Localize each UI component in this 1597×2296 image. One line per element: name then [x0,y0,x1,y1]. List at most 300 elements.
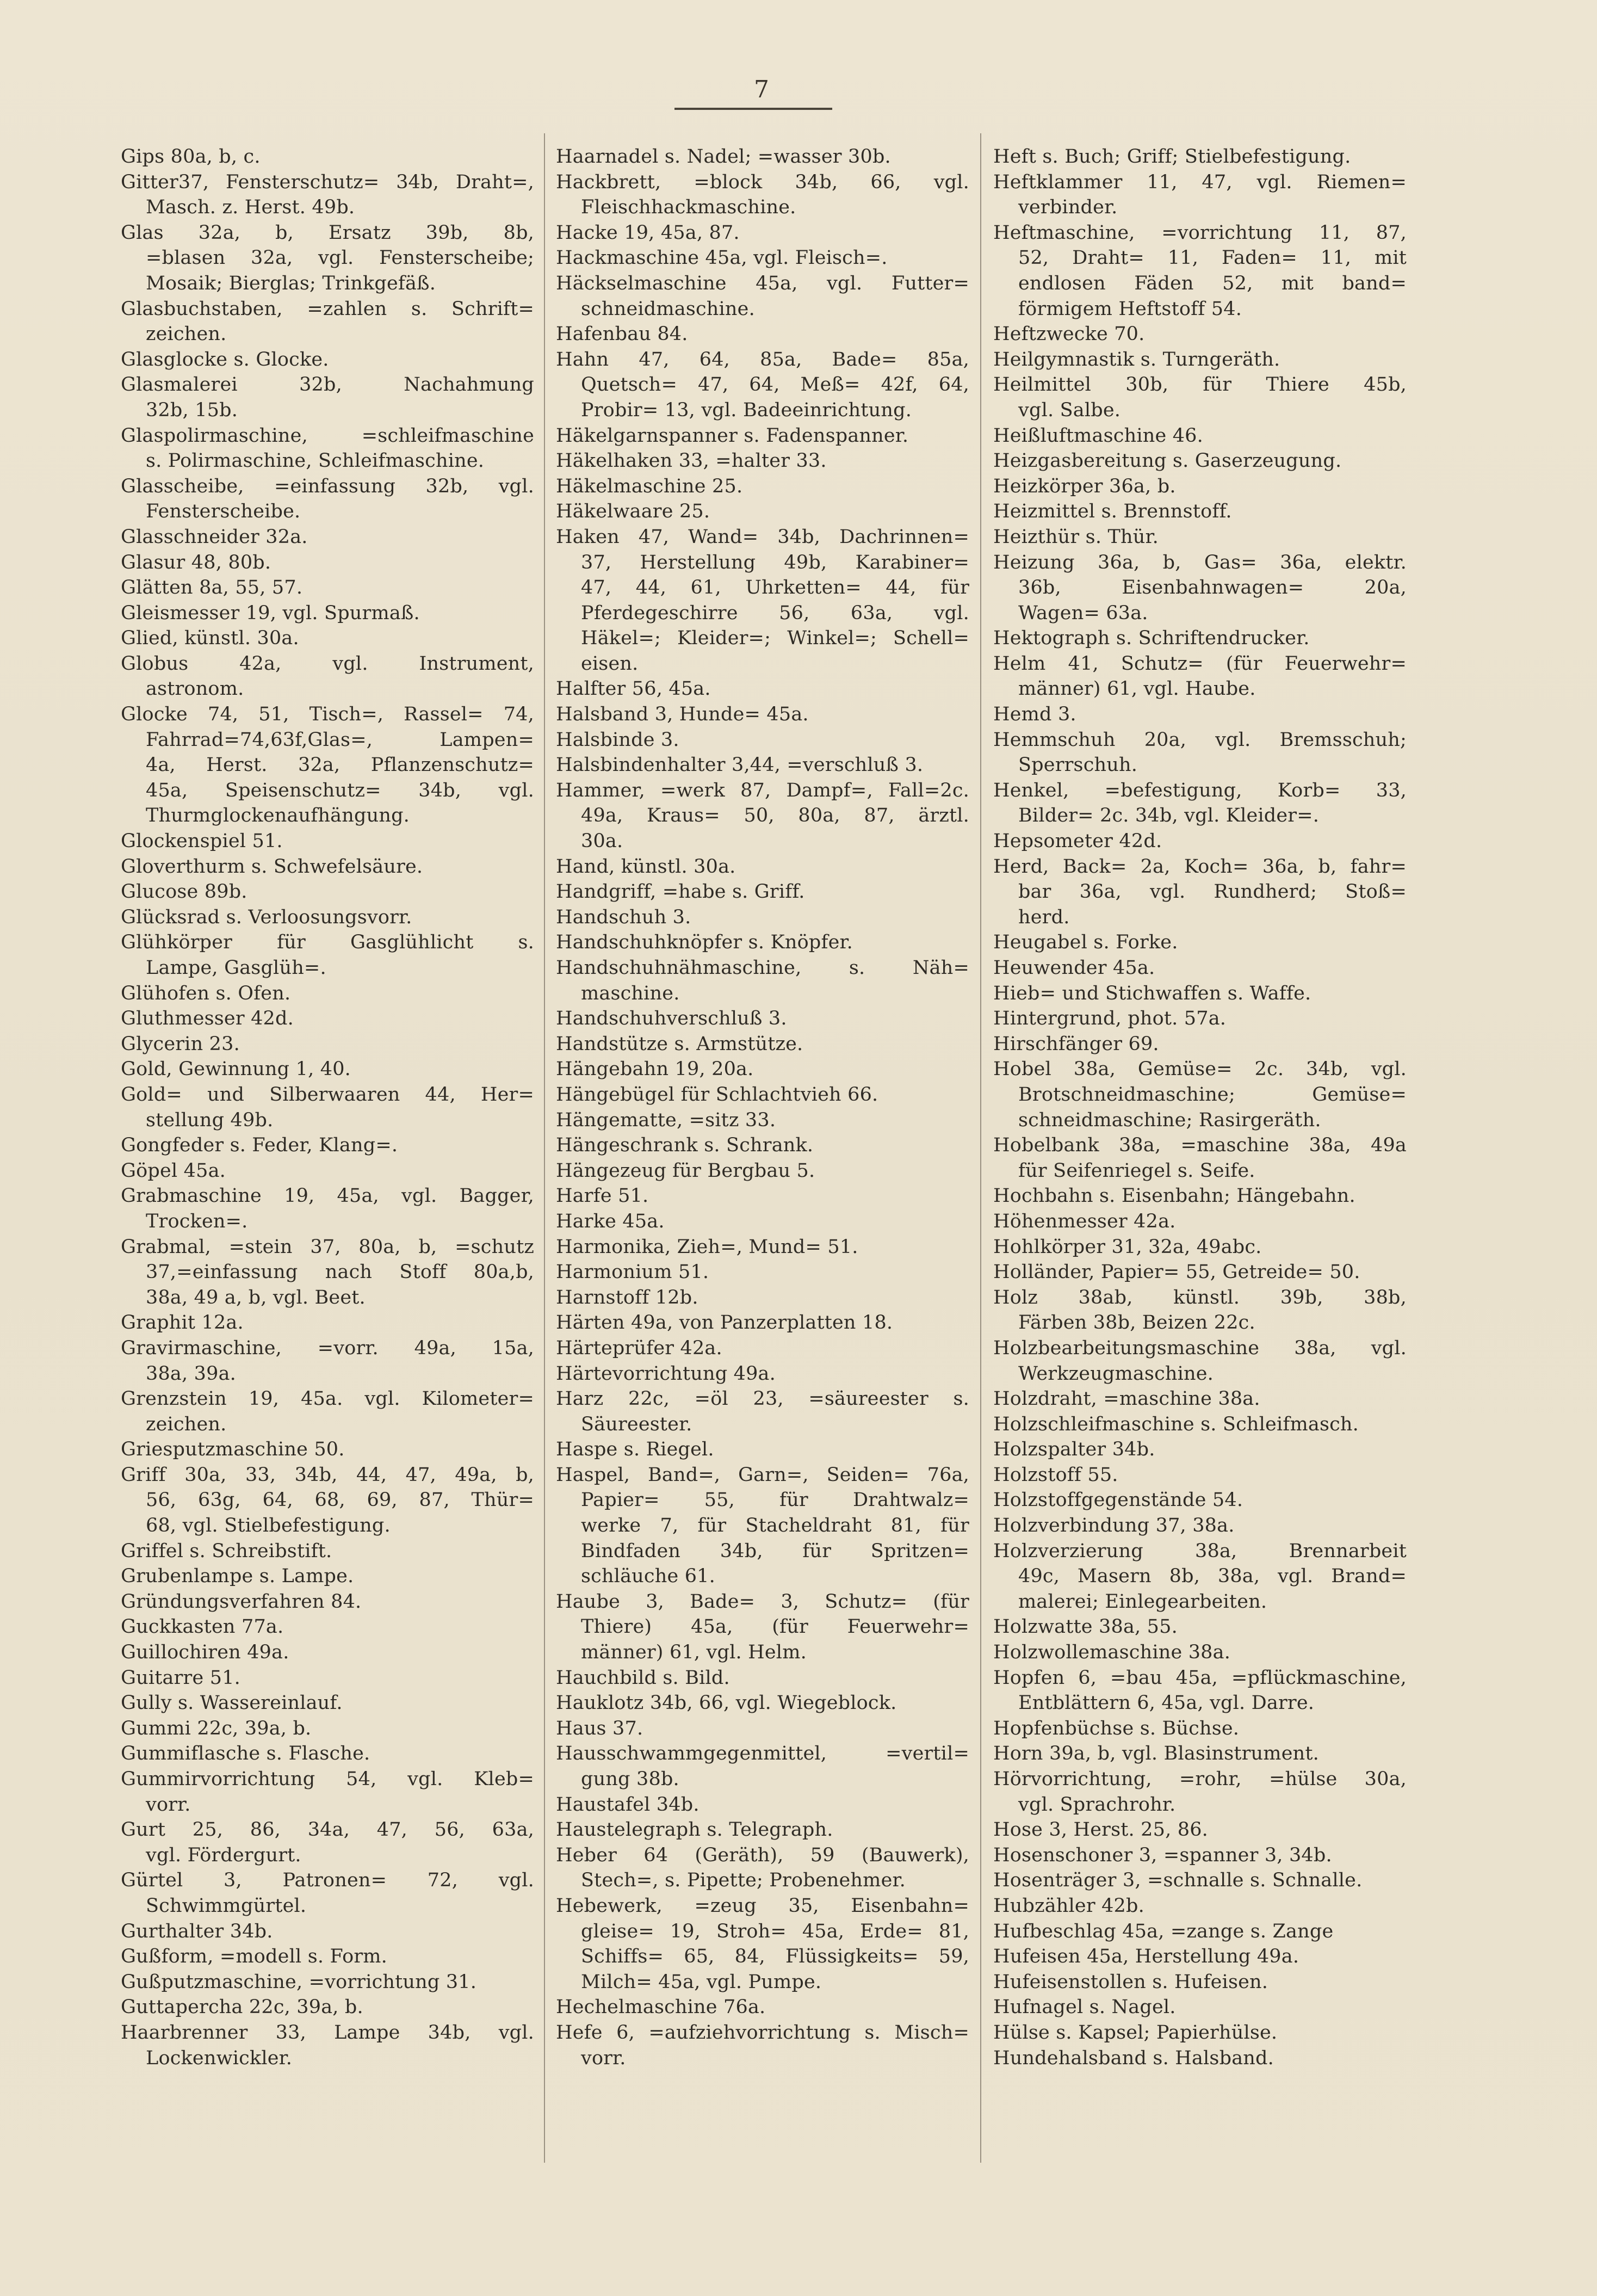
index-entry [993,1539,1407,1615]
entry-headword-line: Harmonika, Zieh=, Mund= 51. [556,1236,858,1258]
index-entry [556,1057,969,1082]
entry-headword-line: Gold, Gewinnung 1, 40. [121,1058,351,1081]
entry-headword-line: Hopfenbüchse s. Büchse. [993,1717,1240,1739]
entry-headword-line: Gußputzmaschine, =vorrichtung 31. [121,1971,477,1993]
index-entry [121,1741,534,1767]
entry-headword-line: Hammer, =werk 87, Dampf=, Fall=2c. [556,779,969,801]
index-entry [993,1336,1407,1386]
index-entry [121,1640,534,1665]
entry-headword-line: Halsbinde 3. [556,729,679,751]
index-entry [556,752,969,778]
entry-continuation-line: herd. [1018,906,1070,928]
index-entry [121,297,534,347]
index-column-3 [993,144,1407,2071]
entry-headword-line: Glocke 74, 51, Tisch=, Rassel= 74, [121,703,534,726]
index-column-2 [556,144,969,2071]
index-entry [993,2046,1407,2071]
entry-headword-line: Haarnadel s. Nadel; =wasser 30b. [556,146,891,168]
entry-headword-line: Harfe 51. [556,1185,649,1207]
entry-headword-line: Heizgasbereitung s. Gaserzeugung. [993,450,1342,472]
index-entry [993,1057,1407,1133]
entry-headword-line: Hieb= und Stichwaffen s. Waffe. [993,982,1311,1004]
entry-headword-line: Gummiflasche s. Flasche. [121,1743,370,1765]
index-entry [121,1690,534,1716]
index-entry [121,423,534,474]
index-entry [121,1716,534,1742]
index-entry [993,854,1407,930]
entry-headword-line: Heißluftmaschine 46. [993,424,1203,447]
entry-headword-line: Hundehalsband s. Halsband. [993,2047,1274,2069]
entry-continuation-line: Masch. z. Herst. 49b. [146,196,355,219]
entry-headword-line: Helm 41, Schutz= (für Feuerwehr= [993,652,1407,675]
index-entry [121,575,534,601]
entry-headword-line: Hackbrett, =block 34b, 66, vgl. [556,171,969,193]
entry-headword-line: Haarbrenner 33, Lampe 34b, vgl. [121,2021,534,2044]
entry-headword-line: Handschuhverschluß 3. [556,1008,787,1030]
index-entry [993,1488,1407,1513]
index-entry [121,1057,534,1082]
entry-headword-line: Haus 37. [556,1717,643,1739]
index-entry [556,1235,969,1260]
index-entry [993,1716,1407,1742]
index-entry [556,854,969,880]
entry-continuation-line: Sperrschuh. [1018,754,1138,776]
entry-headword-line: Heuwender 45a. [993,957,1155,979]
entry-headword-line: Hepsometer 42d. [993,830,1162,853]
index-entry [556,499,969,524]
index-entry [121,1970,534,1995]
entry-headword-line: Holz 38ab, künstl. 39b, 38b, [993,1286,1407,1309]
index-entry [121,1336,534,1386]
index-entry [121,829,534,854]
entry-continuation-line: männer) 61, vgl. Helm. [581,1641,807,1664]
index-entry [556,955,969,1006]
entry-continuation-line: s. Polirmaschine, Schleifmaschine. [146,450,485,472]
entry-headword-line: Holzwatte 38a, 55. [993,1616,1178,1638]
entry-headword-line: Holzstoff 55. [993,1464,1118,1486]
entry-headword-line: Hechelmaschine 76a. [556,1996,766,2019]
entry-headword-line: Glucose 89b. [121,881,247,903]
entry-headword-line: Holzwollemaschine 38a. [993,1641,1231,1664]
entry-continuation-line: Mosaik; Bierglas; Trinkgefäß. [146,272,436,294]
entry-continuation-line: Papier= 55, für Drahtwalz= [581,1489,969,1511]
entry-headword-line: Heugabel s. Forke. [993,931,1178,954]
entry-continuation-line: bar 36a, vgl. Rundherd; Stoß= [1018,881,1407,903]
index-entry [556,1032,969,1057]
index-entry [556,1716,969,1742]
index-entry [993,930,1407,955]
entry-headword-line: Hektograph s. Schriftendrucker. [993,627,1310,650]
index-entry [993,1843,1407,1868]
entry-continuation-line: 30a. [581,830,623,853]
entry-continuation-line: Lampe, Gasglüh=. [146,957,326,979]
entry-headword-line: Holzbearbeitungsmaschine 38a, vgl. [993,1337,1407,1359]
index-entry [993,1970,1407,1995]
entry-headword-line: Hufeisenstollen s. Hufeisen. [993,1971,1268,1993]
entry-headword-line: Guillochiren 49a. [121,1641,289,1664]
index-entry [121,1386,534,1437]
entry-continuation-line: Bilder= 2c. 34b, vgl. Kleider=. [1018,805,1320,827]
index-entry [993,702,1407,727]
index-entry [556,1336,969,1361]
index-entry [121,2020,534,2071]
entry-headword-line: Holzstoffgegenstände 54. [993,1489,1243,1511]
entry-headword-line: Hauchbild s. Bild. [556,1667,730,1689]
entry-headword-line: Häkelmaschine 25. [556,475,743,497]
entry-headword-line: Hülse s. Kapsel; Papierhülse. [993,2021,1278,2044]
index-entry [556,1158,969,1184]
index-entry [121,1995,534,2020]
entry-headword-line: Holländer, Papier= 55, Getreide= 50. [993,1261,1360,1283]
entry-headword-line: Hängebügel für Schlachtvieh 66. [556,1083,878,1106]
entry-headword-line: Graphit 12a. [121,1312,244,1334]
entry-headword-line: Hacke 19, 45a, 87. [556,221,740,244]
index-entry [556,930,969,955]
index-entry [993,829,1407,854]
index-entry [121,220,534,297]
entry-headword-line: Häckselmaschine 45a, vgl. Futter= [556,272,969,294]
entry-continuation-line: vgl. Salbe. [1018,399,1121,421]
index-entry [556,1209,969,1235]
index-entry [121,1919,534,1945]
entry-headword-line: Glycerin 23. [121,1033,240,1055]
entry-continuation-line: 38a, 49 a, b, vgl. Beet. [146,1286,366,1309]
entry-continuation-line: Pferdegeschirre 56, 63a, vgl. [581,602,969,624]
entry-headword-line: Hängezeug für Bergbau 5. [556,1159,815,1182]
entry-headword-line: Hintergrund, phot. 57a. [993,1008,1227,1030]
index-entry [993,1944,1407,1970]
entry-headword-line: Harnstoff 12b. [556,1286,698,1309]
entry-continuation-line: verbinder. [1018,196,1118,219]
entry-continuation-line: gleise= 19, Stroh= 45a, Erde= 81, [581,1920,969,1942]
index-entry [121,1158,534,1184]
index-entry [993,1032,1407,1057]
index-entry [556,1082,969,1108]
index-entry [993,550,1407,626]
index-entry [993,1285,1407,1336]
entry-headword-line: Glaspolirmaschine, =schleifmaschine [121,424,534,447]
entry-headword-line: Halfter 56, 45a. [556,678,711,700]
entry-headword-line: Glasur 48, 80b. [121,551,271,573]
entry-continuation-line: Stech=, s. Pipette; Probenehmer. [581,1869,906,1892]
index-entry [121,981,534,1007]
index-entry [121,905,534,930]
index-entry [121,524,534,550]
index-entry [556,905,969,930]
entry-continuation-line: Fensterscheibe. [146,501,301,523]
entry-continuation-line: Lockenwickler. [146,2047,293,2069]
entry-continuation-line: zeichen. [146,1413,227,1435]
entry-continuation-line: malerei; Einlegearbeiten. [1018,1590,1267,1613]
index-entry [121,372,534,423]
index-entry [121,1133,534,1158]
index-entry [993,1513,1407,1539]
entry-continuation-line: Trocken=. [146,1210,248,1232]
entry-headword-line: Haube 3, Bade= 3, Schutz= (für [556,1590,969,1613]
index-entry [556,1310,969,1336]
entry-continuation-line: 52, Draht= 11, Faden= 11, mit [1018,247,1407,269]
entry-headword-line: Haspe s. Riegel. [556,1439,714,1461]
entry-headword-line: Heftzwecke 70. [993,323,1145,345]
entry-headword-line: Heft s. Buch; Griff; Stielbefestigung. [993,146,1351,168]
entry-continuation-line: 68, vgl. Stielbefestigung. [146,1515,391,1537]
entry-headword-line: Hebewerk, =zeug 35, Eisenbahn= [556,1894,969,1917]
index-entry [993,651,1407,702]
index-entry [121,1868,534,1918]
entry-headword-line: Glasglocke s. Glocke. [121,348,329,371]
index-entry [556,1437,969,1462]
entry-headword-line: Grenzstein 19, 45a. vgl. Kilometer= [121,1388,534,1410]
index-entry [556,322,969,347]
entry-continuation-line: gung 38b. [581,1768,679,1790]
index-entry [121,1437,534,1462]
index-entry [121,1539,534,1564]
entry-continuation-line: vgl. Fördergurt. [146,1844,301,1866]
page-number: 7 [754,76,769,103]
index-entry [556,1183,969,1209]
entry-headword-line: Hand, künstl. 30a. [556,855,736,878]
entry-headword-line: Glockenspiel 51. [121,830,283,853]
index-entry [121,651,534,702]
index-entry [121,1310,534,1336]
entry-continuation-line: förmigem Heftstoff 54. [1018,298,1242,320]
entry-continuation-line: =blasen 32a, vgl. Fensterscheibe; [146,247,534,269]
index-entry [993,220,1407,322]
index-entry [993,1893,1407,1919]
index-entry [556,1843,969,1893]
entry-continuation-line: Häkel=; Kleider=; Winkel=; Schell= [581,627,969,650]
entry-headword-line: Haustafel 34b. [556,1793,700,1816]
entry-headword-line: Hängebahn 19, 20a. [556,1058,754,1081]
index-entry [993,1412,1407,1437]
entry-headword-line: Heftmaschine, =vorrichtung 11, 87, [993,221,1407,244]
entry-headword-line: Glätten 8a, 55, 57. [121,577,303,599]
index-entry [556,879,969,905]
entry-headword-line: Hängeschrank s. Schrank. [556,1134,814,1157]
index-entry [556,1792,969,1818]
entry-continuation-line: Probir= 13, vgl. Badeeinrichtung. [581,399,912,421]
entry-headword-line: Griff 30a, 33, 34b, 44, 47, 49a, b, [121,1464,534,1486]
index-entry [993,778,1407,829]
entry-headword-line: Heber 64 (Geräth), 59 (Bauwerk), [556,1844,969,1866]
entry-headword-line: Herd, Back= 2a, Koch= 36a, b, fahr= [993,855,1407,878]
entry-headword-line: Handgriff, =habe s. Griff. [556,881,805,903]
index-entry [556,1260,969,1285]
entry-continuation-line: vgl. Sprachrohr. [1018,1793,1176,1816]
index-entry [993,1183,1407,1209]
index-entry [121,854,534,880]
entry-continuation-line: Wagen= 63a. [1018,602,1148,624]
index-entry [993,170,1407,220]
index-entry [993,1235,1407,1260]
entry-headword-line: Hufnagel s. Nagel. [993,1996,1176,2019]
entry-continuation-line: eisen. [581,652,639,675]
index-entry [121,144,534,170]
index-entry [121,550,534,576]
entry-headword-line: Harmonium 51. [556,1261,709,1283]
entry-headword-line: Hubzähler 42b. [993,1894,1144,1917]
index-entry [121,930,534,980]
entry-headword-line: Heizung 36a, b, Gas= 36a, elektr. [993,551,1407,573]
entry-headword-line: Heilmittel 30b, für Thiere 45b, [993,374,1407,396]
entry-headword-line: Harz 22c, =öl 23, =säureester s. [556,1388,969,1410]
index-entry [121,626,534,651]
index-entry [993,499,1407,524]
index-entry [121,1235,534,1311]
index-entry [556,778,969,854]
entry-headword-line: Gleismesser 19, vgl. Spurmaß. [121,602,420,624]
entry-headword-line: Gurt 25, 86, 34a, 47, 56, 63a, [121,1819,534,1841]
index-entry [993,626,1407,651]
index-entry [121,1082,534,1133]
index-entry [121,1564,534,1589]
index-entry [556,1817,969,1843]
index-entry [121,1665,534,1691]
index-entry [993,981,1407,1007]
index-entry [556,220,969,246]
entry-headword-line: Hobel 38a, Gemüse= 2c. 34b, vgl. [993,1058,1407,1081]
entry-headword-line: Hauklotz 34b, 66, vgl. Wiegeblock. [556,1692,897,1714]
entry-continuation-line: vorr. [581,2047,626,2069]
index-entry [121,474,534,524]
entry-headword-line: Haspel, Band=, Garn=, Seiden= 76a, [556,1464,969,1486]
entry-headword-line: Holzverbindung 37, 38a. [993,1515,1235,1537]
index-entry [993,423,1407,449]
entry-headword-line: Glasbuchstaben, =zahlen s. Schrift= [121,298,534,320]
entry-headword-line: Hafenbau 84. [556,323,688,345]
entry-headword-line: Gürtel 3, Patronen= 72, vgl. [121,1869,534,1892]
index-entry [556,1665,969,1691]
entry-continuation-line: 36b, Eisenbahnwagen= 20a, [1018,577,1407,599]
index-entry [556,1995,969,2020]
entry-headword-line: Härteprüfer 42a. [556,1337,722,1359]
index-entry [993,448,1407,474]
entry-headword-line: Gurthalter 34b. [121,1920,273,1942]
entry-headword-line: Hefe 6, =aufziehvorrichtung s. Misch= [556,2021,969,2044]
entry-headword-line: Gips 80a, b, c. [121,146,261,168]
index-entry [121,1032,534,1057]
index-entry [993,372,1407,423]
entry-headword-line: Gold= und Silberwaaren 44, Her= [121,1083,534,1106]
index-entry [993,1614,1407,1640]
index-entry [556,474,969,499]
index-entry [993,1640,1407,1665]
entry-continuation-line: Entblättern 6, 45a, vgl. Darre. [1018,1692,1315,1714]
entry-continuation-line: schneidmaschine. [581,298,755,320]
entry-continuation-line: 49c, Masern 8b, 38a, vgl. Brand= [1018,1565,1407,1588]
entry-headword-line: Halsband 3, Hunde= 45a. [556,703,809,726]
entry-headword-line: Hängematte, =sitz 33. [556,1109,776,1131]
entry-headword-line: Hufbeschlag 45a, =zange s. Zange [993,1920,1334,1942]
index-entry [556,1893,969,1995]
entry-headword-line: Glasschneider 32a. [121,526,308,548]
index-entry [121,347,534,373]
column-divider [544,133,545,2163]
entry-headword-line: Holzverzierung 38a, Brennarbeit [993,1540,1407,1562]
index-entry [993,1260,1407,1285]
header-rule [674,108,832,110]
index-entry [993,1437,1407,1462]
entry-continuation-line: 37,=einfassung nach Stoff 80a,b, [146,1261,534,1283]
entry-continuation-line: 38a, 39a. [146,1362,236,1385]
index-entry [121,1006,534,1032]
index-entry [993,474,1407,499]
entry-headword-line: Heizkörper 36a, b. [993,475,1176,497]
index-entry [993,1919,1407,1945]
index-entry [993,524,1407,550]
entry-continuation-line: männer) 61, vgl. Haube. [1018,678,1256,700]
entry-continuation-line: Milch= 45a, vgl. Pumpe. [581,1971,822,1993]
entry-headword-line: Grubenlampe s. Lampe. [121,1565,354,1588]
entry-continuation-line: astronom. [146,678,244,700]
entry-continuation-line: für Seifenriegel s. Seife. [1018,1159,1255,1182]
entry-continuation-line: 4a, Herst. 32a, Pflanzenschutz= [146,754,534,776]
index-entry [556,245,969,271]
entry-headword-line: Häkelhaken 33, =halter 33. [556,450,827,472]
entry-headword-line: Gitter37, Fensterschutz= 34b, Draht=, [121,171,534,193]
index-entry [993,347,1407,373]
entry-continuation-line: maschine. [581,982,680,1004]
entry-headword-line: Gummi 22c, 39a, b. [121,1717,312,1739]
index-entry [556,1133,969,1158]
entry-continuation-line: schläuche 61. [581,1565,715,1588]
entry-headword-line: Häkelwaare 25. [556,501,710,523]
index-entry [993,1462,1407,1488]
index-entry [993,1741,1407,1767]
index-entry [556,1386,969,1437]
index-entry [121,1183,534,1234]
entry-continuation-line: 37, Herstellung 49b, Karabiner= [581,551,969,573]
entry-headword-line: Halsbindenhalter 3,44, =verschluß 3. [556,754,924,776]
entry-headword-line: Hirschfänger 69. [993,1033,1159,1055]
index-entry [556,347,969,423]
index-entry [993,1767,1407,1817]
index-entry [556,727,969,753]
entry-continuation-line: werke 7, für Stacheldraht 81, für [581,1515,969,1537]
entry-headword-line: Hose 3, Herst. 25, 86. [993,1819,1209,1841]
index-entry [993,727,1407,778]
entry-headword-line: Gründungsverfahren 84. [121,1590,362,1613]
entry-headword-line: Holzdraht, =maschine 38a. [993,1388,1260,1410]
index-entry [121,1767,534,1817]
entry-headword-line: Haustelegraph s. Telegraph. [556,1819,833,1841]
entry-headword-line: Hobelbank 38a, =maschine 38a, 49a [993,1134,1407,1157]
index-entry [993,1817,1407,1843]
entry-continuation-line: 49a, Kraus= 50, 80a, 87, ärztl. [581,805,969,827]
index-entry [556,2020,969,2071]
entry-continuation-line: Fleischhackmaschine. [581,196,796,219]
entry-headword-line: Göpel 45a. [121,1159,226,1182]
entry-headword-line: Glied, künstl. 30a. [121,627,299,650]
index-entry [993,2020,1407,2046]
entry-headword-line: Haken 47, Wand= 34b, Dachrinnen= [556,526,969,548]
index-entry [993,322,1407,347]
entry-headword-line: Härtevorrichtung 49a. [556,1362,776,1385]
entry-headword-line: Glühkörper für Gasglühlicht s. [121,931,534,954]
entry-headword-line: Gußform, =modell s. Form. [121,1946,387,1968]
index-entry [993,1386,1407,1412]
entry-headword-line: Gully s. Wassereinlauf. [121,1692,343,1714]
index-entry [993,144,1407,170]
index-entry [556,144,969,170]
entry-continuation-line: Schwimmgürtel. [146,1894,307,1917]
entry-headword-line: Guckkasten 77a. [121,1616,284,1638]
column-divider [980,133,981,2163]
entry-headword-line: Globus 42a, vgl. Instrument, [121,652,534,675]
entry-headword-line: Hufeisen 45a, Herstellung 49a. [993,1946,1299,1968]
entry-headword-line: Griffel s. Schreibstift. [121,1540,332,1562]
entry-headword-line: Hemd 3. [993,703,1076,726]
